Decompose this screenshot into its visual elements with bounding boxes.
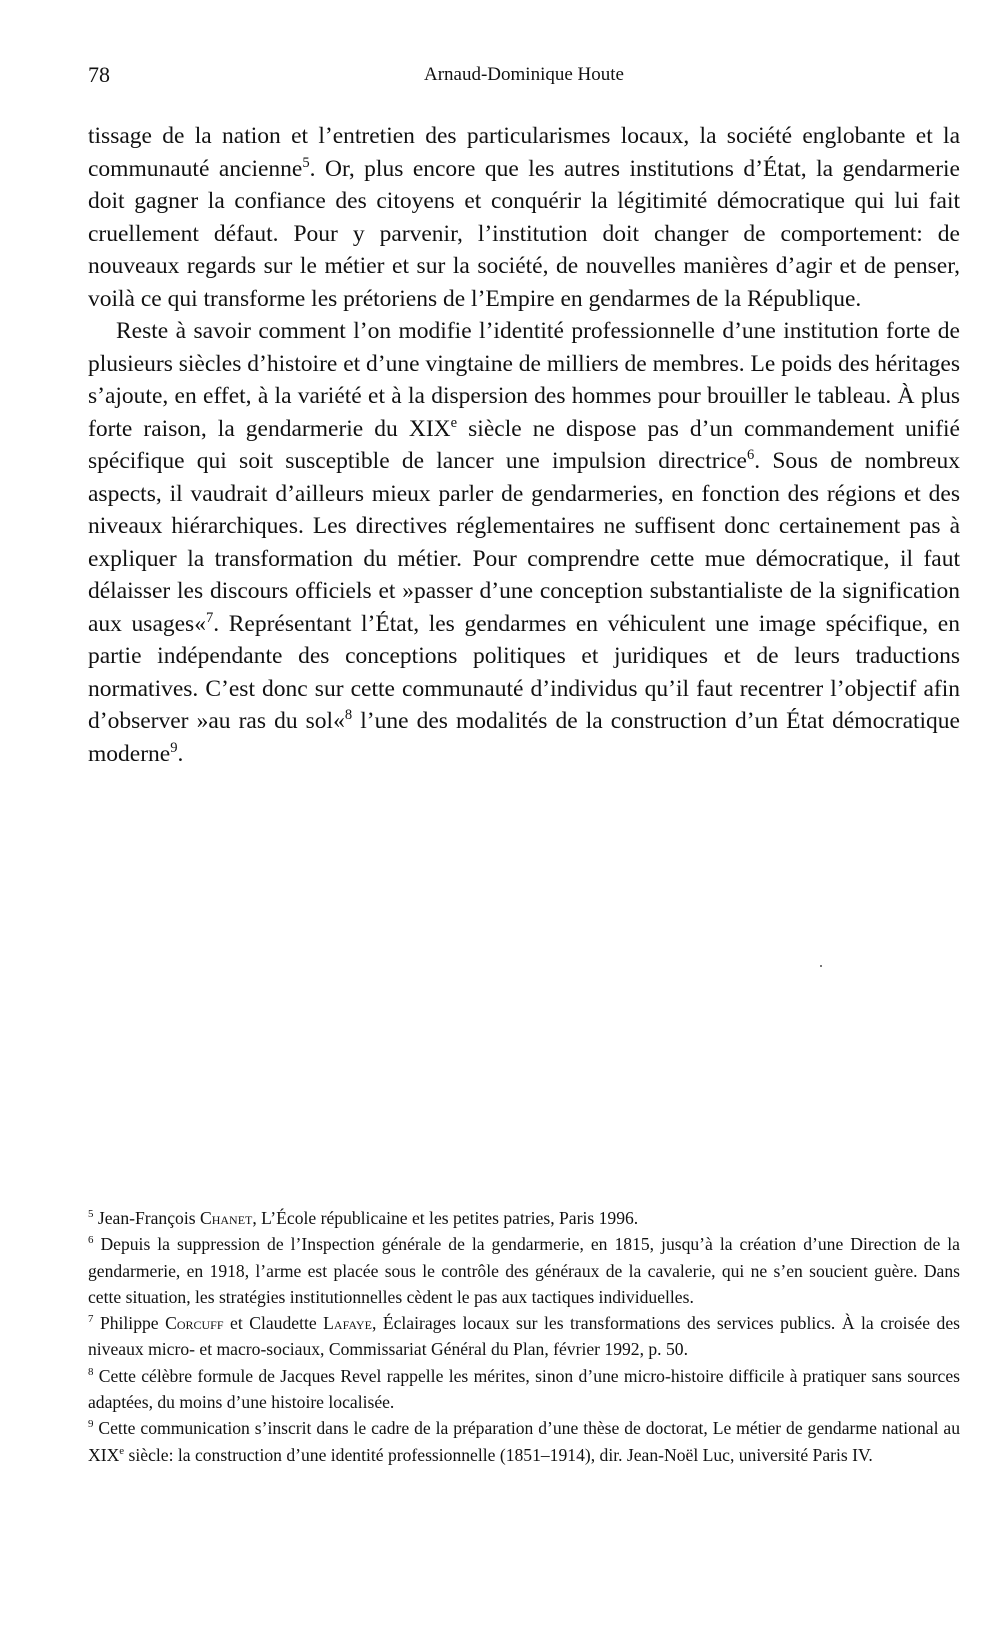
footnote-author: Chanet xyxy=(199,1208,253,1228)
footnote-number: 6 xyxy=(88,1234,94,1247)
footnote-8 xyxy=(88,1363,960,1416)
footnotes xyxy=(88,1205,960,1468)
page-header xyxy=(88,62,960,92)
footnote-ref-9[interactable]: 9 xyxy=(170,739,178,756)
paragraph-1 xyxy=(88,120,960,315)
text-run: . Sous de nombreux aspects, il vaudrait d’ailleurs mieux parler de gendarmeries, en fonction des régions et des niveaux hiérarchiques. Les directives réglementaires ne suffisent donc certainement pas à expliquer la transformation du métier. Pour comprendre cette mue démocratique, il faut délaisser les discours officiels et »passer d’une conception substantialiste de la signification aux usages« xyxy=(88,448,960,637)
scan-speck xyxy=(820,965,822,967)
footnote-ref-6[interactable]: 6 xyxy=(746,447,755,464)
text-run: . xyxy=(177,740,184,767)
footnote-ref-5[interactable]: 5 xyxy=(302,154,310,171)
ordinal-superscript: e xyxy=(119,1444,125,1457)
footnote-number: 8 xyxy=(88,1365,94,1378)
footnote-6 xyxy=(88,1231,960,1310)
text-run: l’une des modalités de la construction d’un État démocratique moderne xyxy=(88,708,960,767)
footnote-author: Corcuff xyxy=(165,1313,224,1334)
footnote-text: Philippe xyxy=(93,1313,166,1334)
footnote-text: Cette communication s’inscrit dans le cadre de la préparation d’une thèse de doctorat, Le métier de gendarme national au XIX xyxy=(88,1418,960,1465)
ordinal-superscript: e xyxy=(450,414,458,431)
footnote-text: siècle: la construction d’une identité professionnelle (1851–1914), dir. Jean-Noël Luc, université Paris IV. xyxy=(124,1444,873,1465)
footnote-9 xyxy=(88,1415,960,1468)
footnote-text: , L’École républicaine et les petites patries, Paris 1996. xyxy=(252,1208,639,1228)
text-run: tissage de la nation et l’entretien des particularismes locaux, la société englobante et la communauté ancienne xyxy=(88,123,960,182)
text-run: . Représentant l’État, les gendarmes en véhiculent une image spécifique, en partie indépendante des conceptions politiques et juridiques et de leurs traductions normatives. C’est donc sur cette communauté d’individus qu’il faut recentrer l’objectif afin d’observer »au ras du sol« xyxy=(88,610,960,734)
footnote-7 xyxy=(88,1310,960,1363)
page-number: 78 xyxy=(88,62,110,87)
footnote-number: 9 xyxy=(88,1418,94,1431)
footnote-text: , Éclairages locaux sur les transformations des services publics. À la croisée des niveaux micro- et macro-sociaux, Commissariat Général du Plan, février 1992, p. 50. xyxy=(88,1313,960,1360)
running-head: Arnaud-Dominique Houte xyxy=(424,64,624,85)
footnote-text: et Claudette xyxy=(223,1313,324,1334)
main-text xyxy=(88,120,960,770)
paragraph-2 xyxy=(88,315,960,770)
text-run: Reste à savoir comment l’on modifie l’identité professionnelle d’une institution forte de plusieurs siècles d’histoire et d’une vingtaine de milliers de membres. Le poids des héritages s’ajoute, en effet, à la variété et à la dispersion des hommes pour brouiller le tableau. À plus forte raison, la gendarmerie du XIX xyxy=(88,318,960,442)
footnote-text: Depuis la suppression de l’Inspection générale de la gendarmerie, en 1815, jusqu’à la création d’une Direction de la gendarmerie, en 1918, l’arme est placée sous le contrôle des généraux de la cavalerie, qui ne s’en soucient guère. Dans cette situation, les stratégies institutionnelles cèdent le pas aux tactiques individuelles. xyxy=(88,1234,960,1307)
footnote-5 xyxy=(88,1205,960,1231)
footnote-ref-8[interactable]: 8 xyxy=(344,707,353,724)
text-run: siècle ne dispose pas d’un commandement unifié spécifique qui soit susceptible de lancer une impulsion directrice xyxy=(88,415,960,474)
footnote-number: 5 xyxy=(88,1208,94,1221)
footnote-number: 7 xyxy=(88,1313,94,1326)
footnote-ref-7[interactable]: 7 xyxy=(205,609,214,626)
text-run: . Or, plus encore que les autres institutions d’État, la gendarmerie doit gagner la confiance des citoyens et conquérir la légitimité démocratique qui lui fait cruellement défaut. Pour y parvenir, l’institution doit changer de comportement: de nouveaux regards sur le métier et sur la société, de nouvelles manières d’agir et de penser, voilà ce qui transforme les prétoriens de l’Empire en gendarmes de la République. xyxy=(88,155,960,312)
footnote-author: Lafaye xyxy=(323,1313,372,1334)
footnote-text: Jean-François xyxy=(93,1208,200,1228)
footnote-text: Cette célèbre formule de Jacques Revel rappelle les mérites, sinon d’une micro-histoire difficile à pratiquer sans sources adaptées, du moins d’une histoire localisée. xyxy=(88,1365,960,1413)
